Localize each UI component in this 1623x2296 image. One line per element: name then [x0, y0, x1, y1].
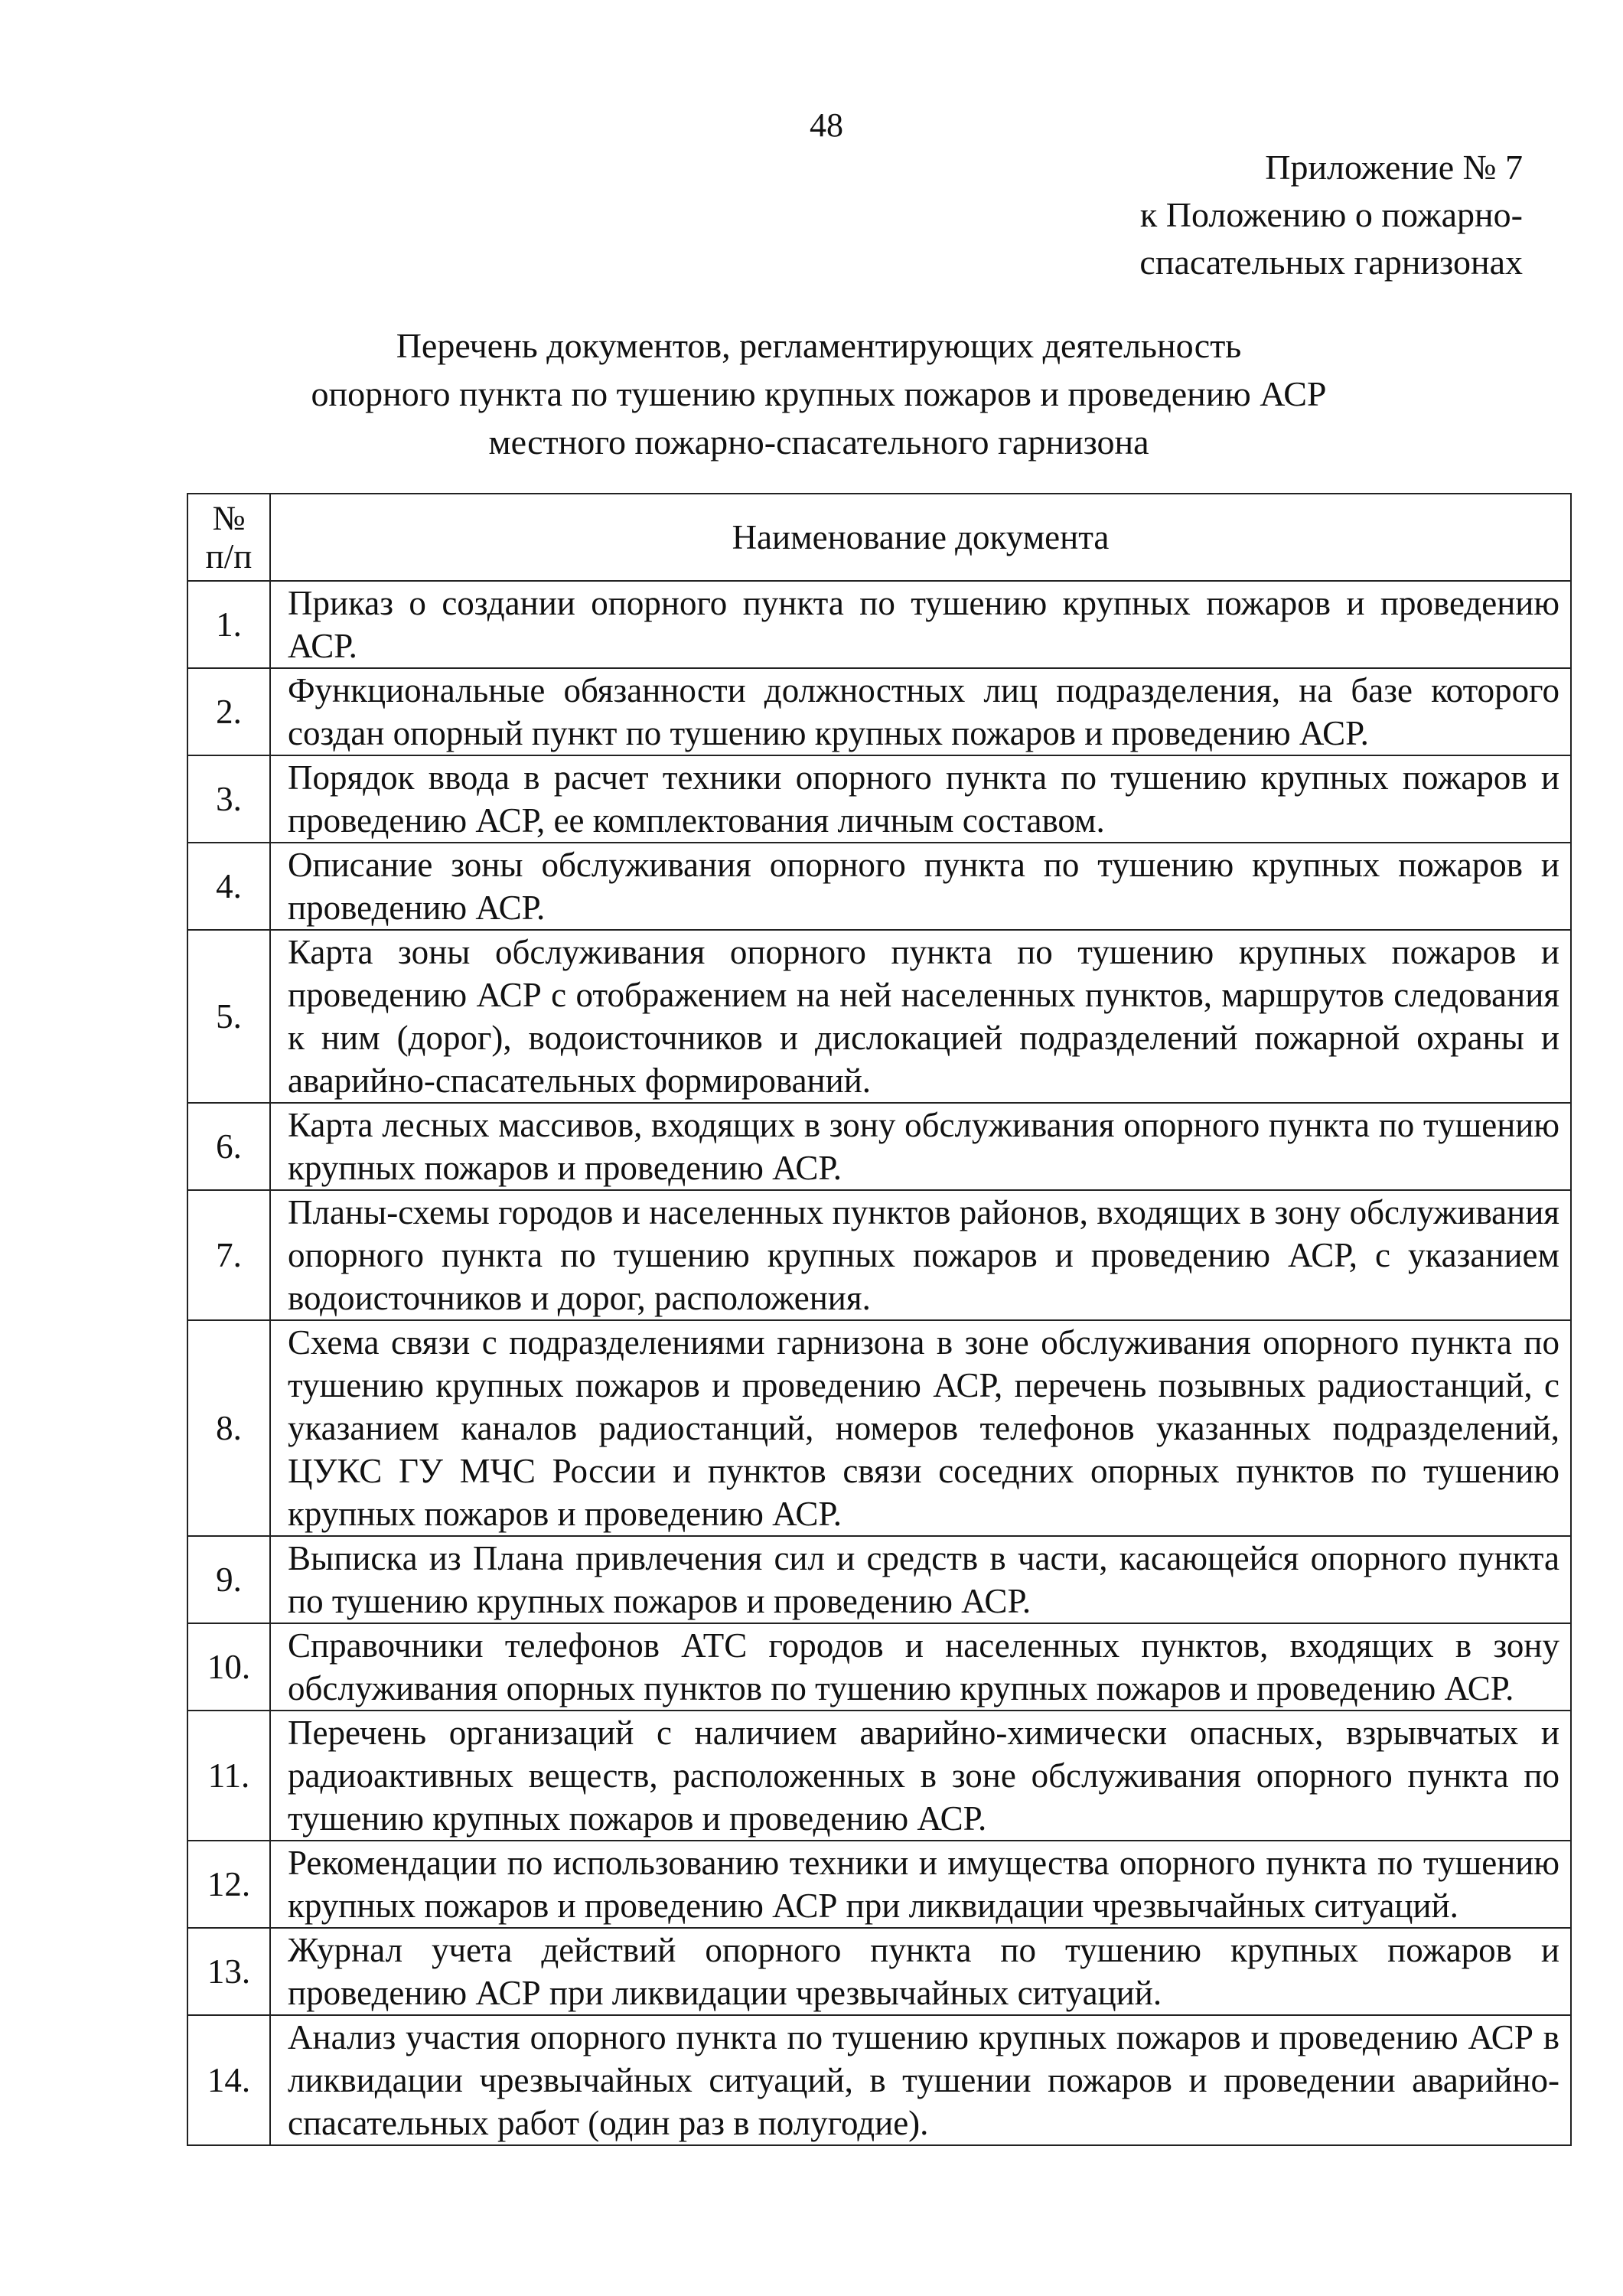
- row-document-name: Перечень организаций с наличием аварийно-химически опасных, взрывчатых и радиоактивных веществ, расположенных в зоне обслуживания опорного пункта по тушению крупных пожаров и проведению АСР.: [270, 1711, 1571, 1841]
- row-document-name: Карта лесных массивов, входящих в зону обслуживания опорного пункта по тушению крупных пожаров и проведению АСР.: [270, 1103, 1571, 1190]
- table-row: [187, 1103, 1571, 1190]
- row-document-name: Карта зоны обслуживания опорного пункта по тушению крупных пожаров и проведению АСР с отображением на ней населенных пунктов, маршрутов следования к ним (дорог), водоисточников и дислокацией подразделений пожарной охраны и аварийно-спасательных формирований.: [270, 930, 1571, 1103]
- row-document-name: Справочники телефонов АТС городов и населенных пунктов, входящих в зону обслуживания опорных пунктов по тушению крупных пожаров и проведению АСР.: [270, 1623, 1571, 1711]
- table-header-row: [187, 494, 1571, 581]
- row-number: 12.: [187, 1841, 270, 1928]
- table-row: [187, 843, 1571, 930]
- row-document-name: Журнал учета действий опорного пункта по тушению крупных пожаров и проведению АСР при ликвидации чрезвычайных ситуаций.: [270, 1928, 1571, 2015]
- table-row: [187, 1190, 1571, 1320]
- appendix-line: к Положению о пожарно-: [1139, 195, 1523, 234]
- title-line: местного пожарно-спасательного гарнизона: [488, 422, 1149, 461]
- appendix-heading: [1018, 144, 1523, 286]
- documents-table: [187, 493, 1572, 2146]
- appendix-line: спасательных гарнизонах: [1139, 243, 1523, 282]
- row-number: 5.: [187, 930, 270, 1103]
- table-row: [187, 1841, 1571, 1928]
- table-row: [187, 1928, 1571, 2015]
- row-number: 11.: [187, 1711, 270, 1841]
- row-number: 4.: [187, 843, 270, 930]
- row-document-name: Приказ о создании опорного пункта по тушению крупных пожаров и проведению АСР.: [270, 581, 1571, 668]
- document-title: [168, 321, 1469, 466]
- row-number: 9.: [187, 1536, 270, 1623]
- row-number: 3.: [187, 755, 270, 843]
- title-line: опорного пункта по тушению крупных пожаров и проведению АСР: [311, 374, 1327, 413]
- row-number: 14.: [187, 2015, 270, 2145]
- row-document-name: Порядок ввода в расчет техники опорного пункта по тушению крупных пожаров и проведению АСР, ее комплектования личным составом.: [270, 755, 1571, 843]
- header-number: [187, 494, 270, 581]
- row-number: 1.: [187, 581, 270, 668]
- row-number: 7.: [187, 1190, 270, 1320]
- row-document-name: Схема связи с подразделениями гарнизона в зоне обслуживания опорного пункта по тушению крупных пожаров и проведению АСР, перечень позывных радиостанций, с указанием каналов радиостанций, номеров телефонов указанных подразделений, ЦУКС ГУ МЧС России и пунктов связи соседних опорных пунктов по тушению крупных пожаров и проведению АСР.: [270, 1320, 1571, 1536]
- table-row: [187, 668, 1571, 755]
- header-document-name: Наименование документа: [270, 494, 1571, 581]
- appendix-line: Приложение № 7: [1265, 148, 1523, 187]
- page-number: 48: [810, 106, 843, 144]
- table-row: [187, 581, 1571, 668]
- table-row: [187, 1320, 1571, 1536]
- table-row: [187, 1711, 1571, 1841]
- row-number: 6.: [187, 1103, 270, 1190]
- row-document-name: Выписка из Плана привлечения сил и средств в части, касающейся опорного пункта по тушению крупных пожаров и проведению АСР.: [270, 1536, 1571, 1623]
- table-row: [187, 755, 1571, 843]
- table-row: [187, 1623, 1571, 1711]
- row-number: 10.: [187, 1623, 270, 1711]
- table-body: [187, 581, 1571, 2145]
- row-document-name: Функциональные обязанности должностных лиц подразделения, на базе которого создан опорный пункт по тушению крупных пожаров и проведению АСР.: [270, 668, 1571, 755]
- row-number: 13.: [187, 1928, 270, 2015]
- table-row: [187, 2015, 1571, 2145]
- title-line: Перечень документов, регламентирующих деятельность: [396, 326, 1242, 365]
- row-document-name: Рекомендации по использованию техники и имущества опорного пункта по тушению крупных пожаров и проведению АСР при ликвидации чрезвычайных ситуаций.: [270, 1841, 1571, 1928]
- row-number: 2.: [187, 668, 270, 755]
- row-document-name: Описание зоны обслуживания опорного пункта по тушению крупных пожаров и проведению АСР.: [270, 843, 1571, 930]
- table-row: [187, 1536, 1571, 1623]
- header-number-line: п/п: [205, 537, 253, 576]
- header-number-line: №: [212, 499, 246, 537]
- row-document-name: Анализ участия опорного пункта по тушению крупных пожаров и проведению АСР в ликвидации чрезвычайных ситуаций, в тушении пожаров и проведении аварийно-спасательных работ (один раз в полугодие).: [270, 2015, 1571, 2145]
- row-document-name: Планы-схемы городов и населенных пунктов районов, входящих в зону обслуживания опорного пункта по тушению крупных пожаров и проведению АСР, с указанием водоисточников и дорог, расположения.: [270, 1190, 1571, 1320]
- row-number: 8.: [187, 1320, 270, 1536]
- table-row: [187, 930, 1571, 1103]
